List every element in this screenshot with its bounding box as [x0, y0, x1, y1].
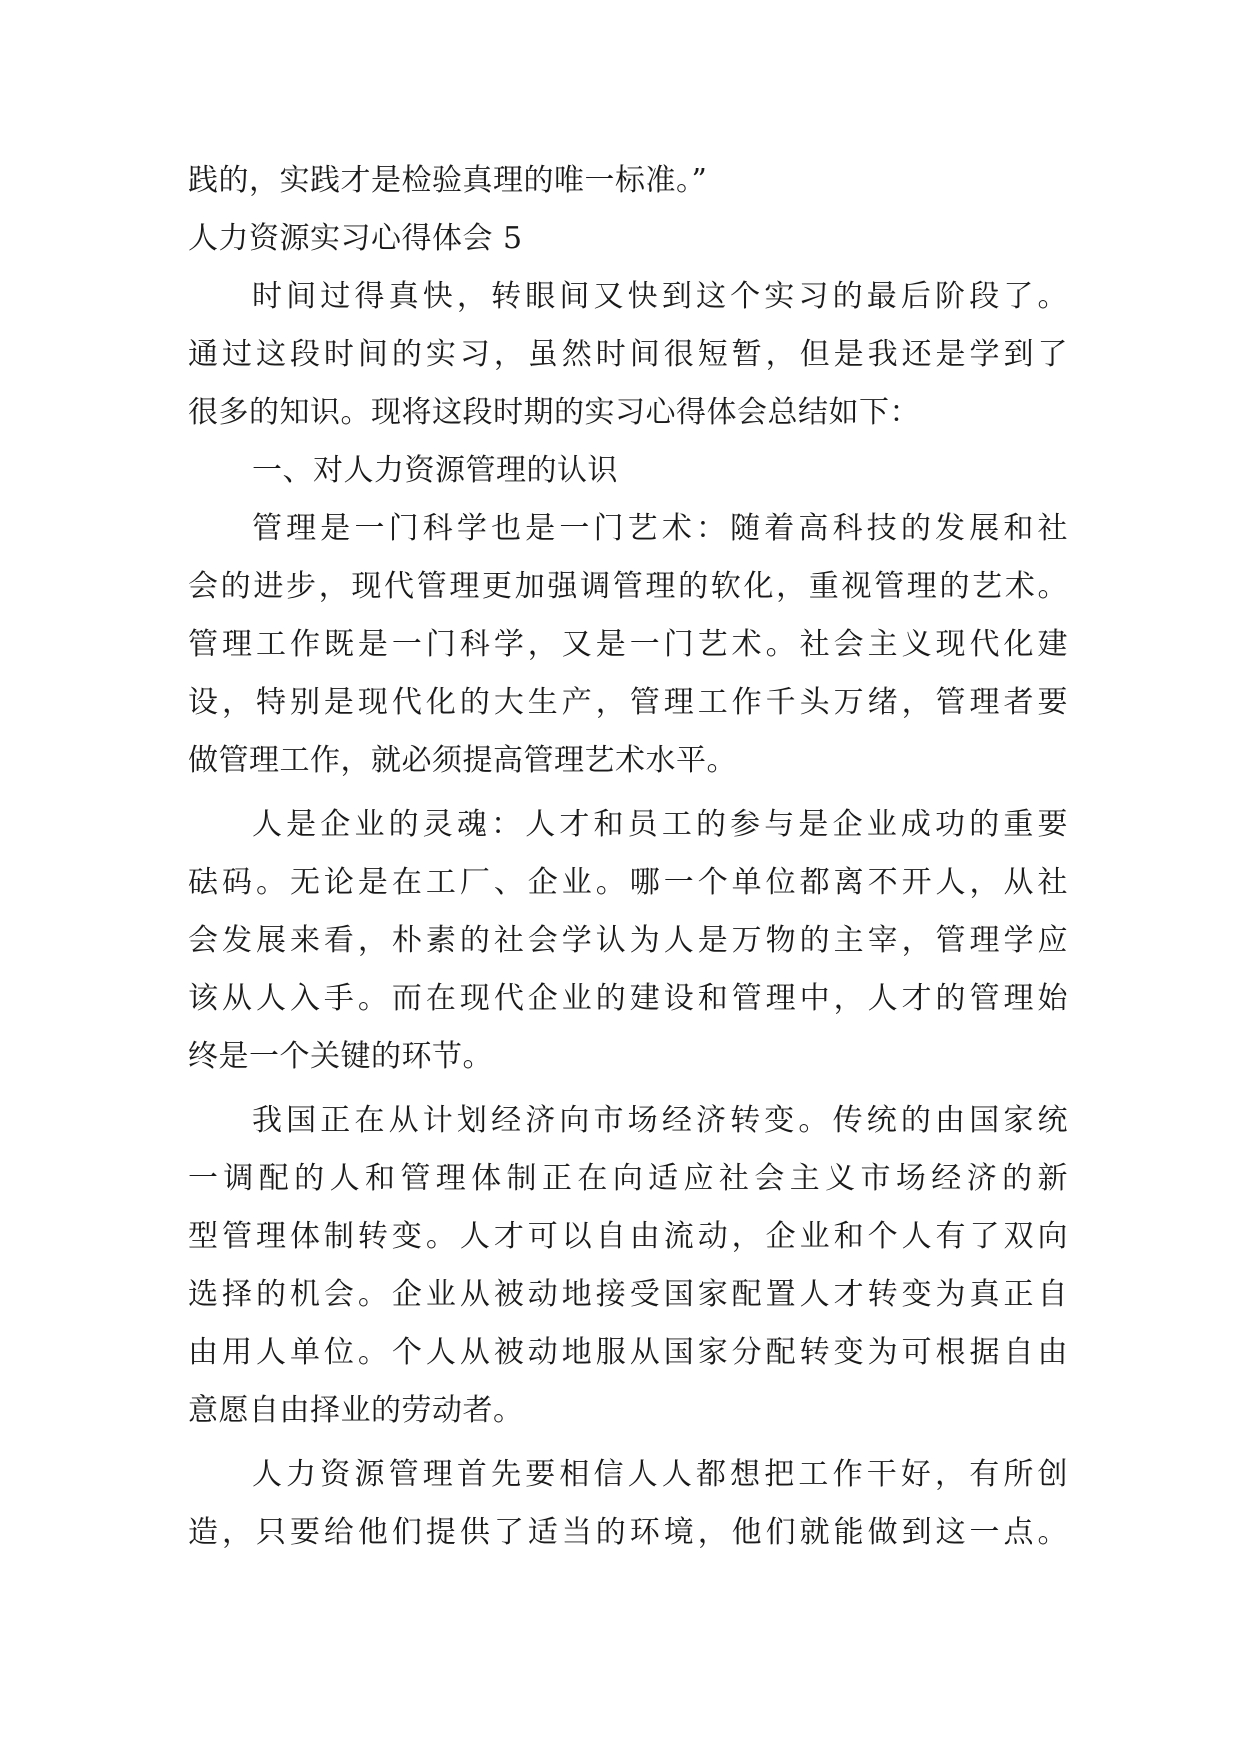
- text-line: 做管理工作，就必须提高管理艺术水平。: [188, 743, 737, 778]
- text-line: 人是企业的灵魂：人才和员工的参与是企业成功的重要: [252, 807, 1068, 842]
- text-line: 管理工作既是一门科学，又是一门艺术。社会主义现代化建: [188, 627, 1068, 662]
- text-line: 设，特别是现代化的大生产，管理工作千头万绪，管理者要: [188, 685, 1068, 720]
- text-line: 时间过得真快，转眼间又快到这个实习的最后阶段了。: [252, 279, 1068, 314]
- text-line: 会的进步，现代管理更加强调管理的软化，重视管理的艺术。: [188, 569, 1068, 604]
- text-line: 很多的知识。现将这段时期的实习心得体会总结如下：: [188, 395, 920, 430]
- text-line: 管理是一门科学也是一门艺术：随着高科技的发展和社: [252, 511, 1068, 546]
- text-line: 型管理体制转变。人才可以自由流动，企业和个人有了双向: [188, 1219, 1068, 1254]
- text-line: 人力资源管理首先要相信人人都想把工作干好，有所创: [252, 1457, 1068, 1492]
- text-line: 由用人单位。个人从被动地服从国家分配转变为可根据自由: [188, 1335, 1068, 1370]
- text-line: 我国正在从计划经济向市场经济转变。传统的由国家统: [252, 1103, 1068, 1138]
- text-line: 一、对人力资源管理的认识: [252, 453, 618, 488]
- section-heading: 人力资源实习心得体会 5: [188, 221, 523, 256]
- text-line: 选择的机会。企业从被动地接受国家配置人才转变为真正自: [188, 1277, 1068, 1312]
- text-line: 该从人入手。而在现代企业的建设和管理中，人才的管理始: [188, 981, 1068, 1016]
- text-line: 意愿自由择业的劳动者。: [188, 1393, 524, 1428]
- text-line: 会发展来看，朴素的社会学认为人是万物的主宰，管理学应: [188, 923, 1068, 958]
- text-line: 砝码。无论是在工厂、企业。哪一个单位都离不开人，从社: [188, 865, 1068, 900]
- text-line: 一调配的人和管理体制正在向适应社会主义市场经济的新: [188, 1161, 1068, 1196]
- text-line: 通过这段时间的实习，虽然时间很短暂，但是我还是学到了: [188, 337, 1068, 372]
- document-body: [188, 152, 1068, 1562]
- text-line: 践的，实践才是检验真理的唯一标准。”: [188, 163, 708, 198]
- text-line: 造，只要给他们提供了适当的环境，他们就能做到这一点。: [188, 1515, 1068, 1550]
- text-line: 终是一个关键的环节。: [188, 1039, 493, 1074]
